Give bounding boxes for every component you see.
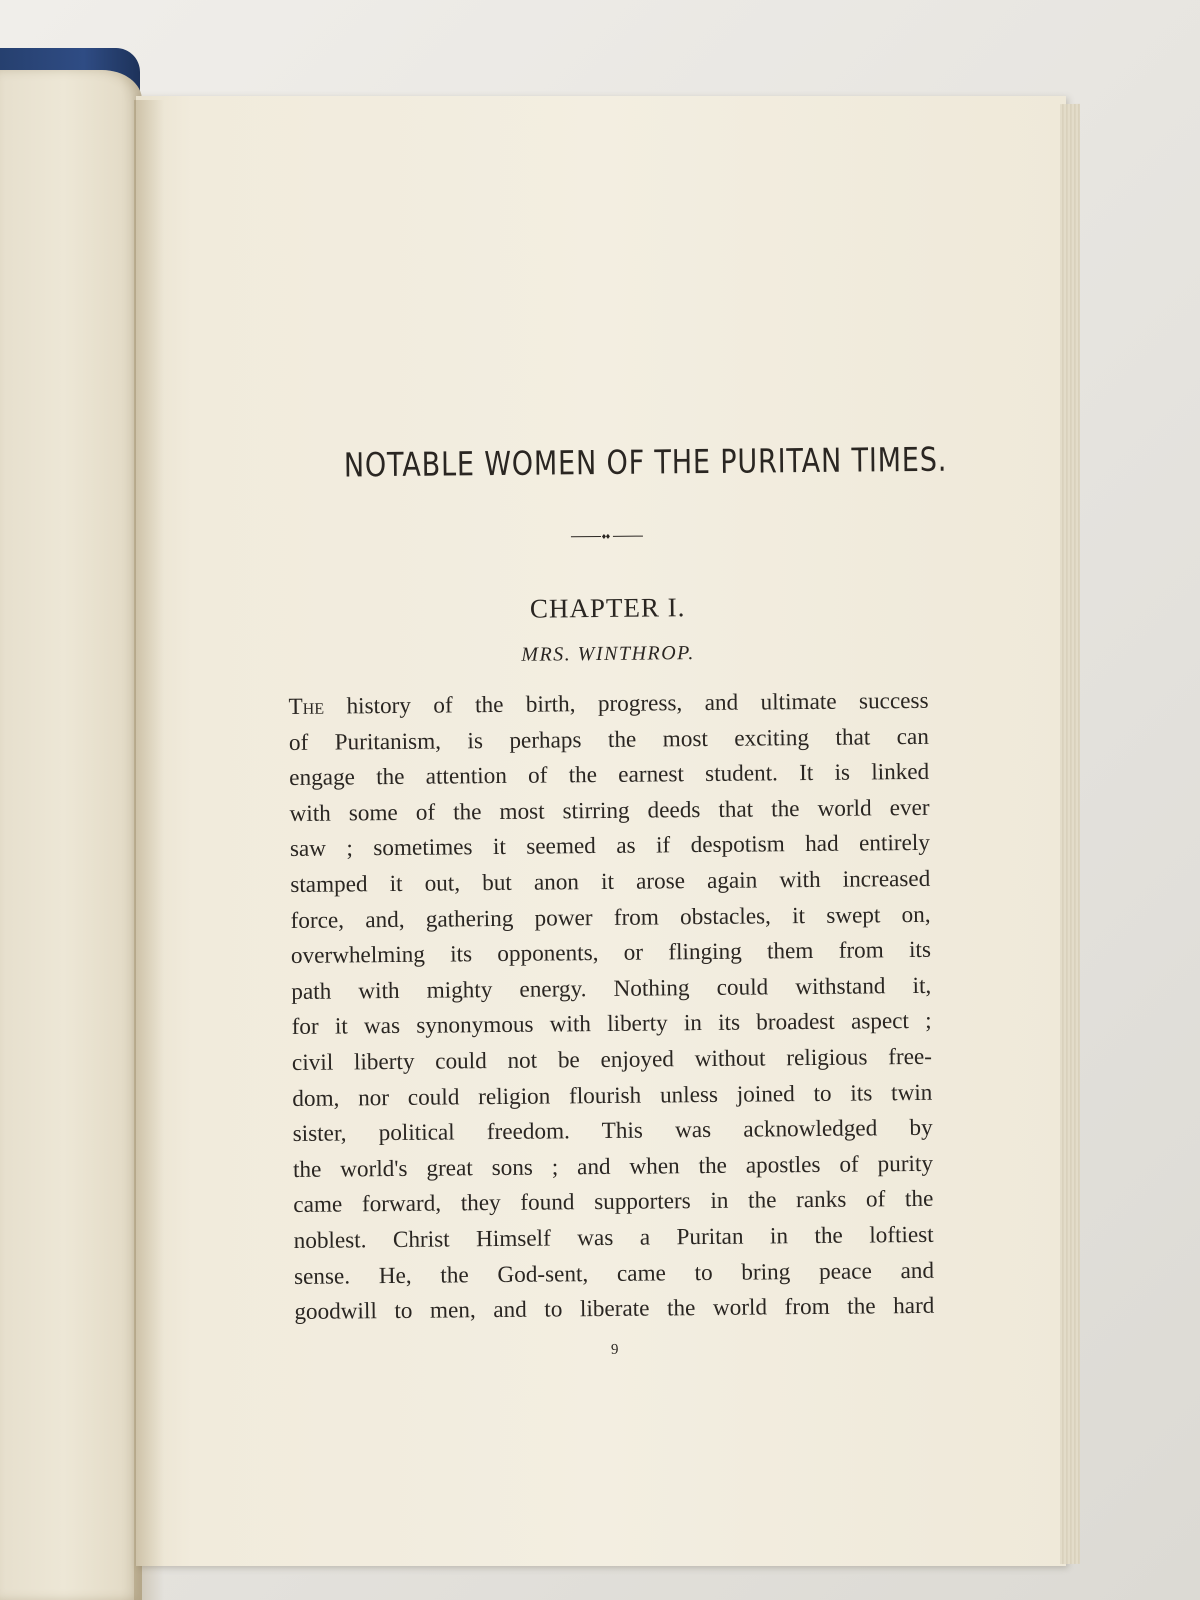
body-text bbox=[288, 684, 934, 1331]
body-line: of Puritanism, is perhaps the most exciting that can bbox=[288, 723, 929, 756]
body-line: the world's great sons ; and when the apostles of purity bbox=[292, 1150, 934, 1183]
ornament-diamond-icon bbox=[602, 533, 610, 540]
body-line: engage the attention of the earnest student. It is linked bbox=[289, 759, 930, 792]
page-edges bbox=[1060, 104, 1080, 1564]
body-line: stamped it out, but anon it arose again with increased bbox=[290, 865, 931, 898]
first-word-cap: T bbox=[288, 693, 303, 720]
chapter-subject: MRS. WINTHROP. bbox=[521, 642, 695, 666]
first-word-rest: he bbox=[302, 693, 325, 720]
page-number: 9 bbox=[610, 1341, 619, 1358]
book-gutter-shadow bbox=[134, 100, 164, 1600]
body-line: goodwill to men, and to liberate the world from the hard bbox=[294, 1292, 935, 1326]
body-line: overwhelming its opponents, or flinging them from its bbox=[290, 936, 932, 970]
running-title: NOTABLE WOMEN OF THE PURITAN TIMES. bbox=[343, 439, 948, 485]
body-line: dom, nor could religion flourish unless joined to its twin bbox=[292, 1079, 933, 1112]
left-page bbox=[0, 70, 142, 1600]
ornament-rule-left bbox=[571, 536, 601, 537]
page-text-block bbox=[286, 434, 948, 1363]
body-line: saw ; sometimes it seemed as if despotism had entirely bbox=[289, 830, 931, 863]
body-line: sister, political freedom. This was acknowledged by bbox=[292, 1114, 933, 1148]
body-line: for it was synonymous with liberty in its broadest aspect ; bbox=[291, 1008, 932, 1041]
ornament-rule-right bbox=[613, 536, 643, 537]
body-line: with some of the most stirring deeds that the world ever bbox=[289, 794, 930, 827]
body-line: force, and, gathering power from obstacles, it swept on, bbox=[290, 901, 931, 934]
body-line: path with mighty energy. Nothing could withstand it, bbox=[291, 972, 932, 1005]
body-line: civil liberty could not be enjoyed without religious free- bbox=[291, 1043, 933, 1076]
title-ornament bbox=[571, 527, 643, 548]
body-line-first bbox=[288, 684, 928, 726]
chapter-heading: CHAPTER I. bbox=[529, 592, 686, 624]
body-line: came forward, they found supporters in the ranks of the bbox=[293, 1186, 934, 1219]
body-line: noblest. Christ Himself was a Puritan in the loftiest bbox=[293, 1221, 934, 1254]
first-line-rest: history of the birth, progress, and ultimate success bbox=[323, 687, 929, 720]
body-line: sense. He, the God-sent, came to bring peace and bbox=[293, 1257, 935, 1290]
